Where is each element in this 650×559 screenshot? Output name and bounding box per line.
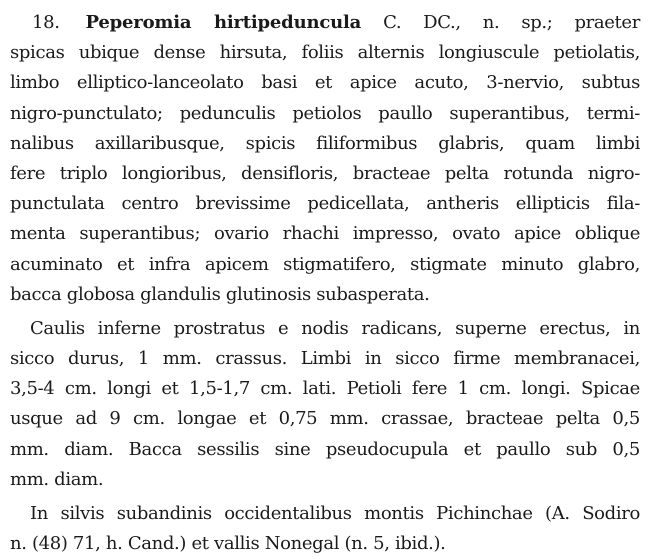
text-line: bacca globosa glandulis glutinosis subasperata. xyxy=(10,283,430,305)
text-line: limbo elliptico-lanceolato basi et apice acuto, 3-nervio, subtus xyxy=(10,72,640,94)
text-line: sicco durus, 1 mm. crassus. Limbi in sicco firme membranacei, xyxy=(10,348,640,370)
locality-paragraph xyxy=(10,499,640,559)
text-line: 3,5-4 cm. longi et 1,5-1,7 cm. lati. Petioli fere 1 cm. longi. Spicae xyxy=(10,378,640,400)
text-line: In silvis subandinis occidentalibus montis Pichinchae (A. Sodiro xyxy=(30,503,640,524)
text-line: usque ad 9 cm. longae et 0,75 mm. crassae, bracteae pelta 0,5 xyxy=(10,408,640,430)
diagnosis-paragraph xyxy=(10,38,640,310)
text-line: nalibus axillaribusque, spicis filiformibus glabris, quam limbi xyxy=(10,132,640,154)
text-line: mm. diam. xyxy=(10,468,104,490)
text-line: Caulis inferne prostratus e nodis radicans, superne erectus, in xyxy=(30,317,640,339)
text-line: mm. diam. Bacca sessilis sine pseudocupula et paullo sub 0,5 xyxy=(10,438,640,460)
text-line: nigro-punctulato; pedunculis petiolos paullo superantibus, termi- xyxy=(10,102,640,124)
entry-number: 18. xyxy=(32,12,60,33)
species-authority: C. DC., n. sp.; praeter xyxy=(383,12,640,33)
species-name: Peperomia hirtipeduncula xyxy=(85,12,362,33)
text-line: punctulata centro brevissime pedicellata, antheris ellipticis fila- xyxy=(10,193,640,215)
text-line: acuminato et infra apicem stigmatifero, stigmate minuto glabro, xyxy=(10,253,640,275)
entry-heading xyxy=(10,8,640,38)
text-line: spicas ubique dense hirsuta, foliis alternis longiuscule petiolatis, xyxy=(10,42,640,64)
text-line: menta superantibus; ovario rhachi impresso, ovato apice oblique xyxy=(10,223,640,245)
description-paragraph xyxy=(10,314,640,495)
text-line: n. (48) 71, h. Cand.) et vallis Nonegal (n. 5, ibid.). xyxy=(10,533,446,555)
text-line: fere triplo longioribus, densifloris, bracteae pelta rotunda nigro- xyxy=(10,162,640,184)
